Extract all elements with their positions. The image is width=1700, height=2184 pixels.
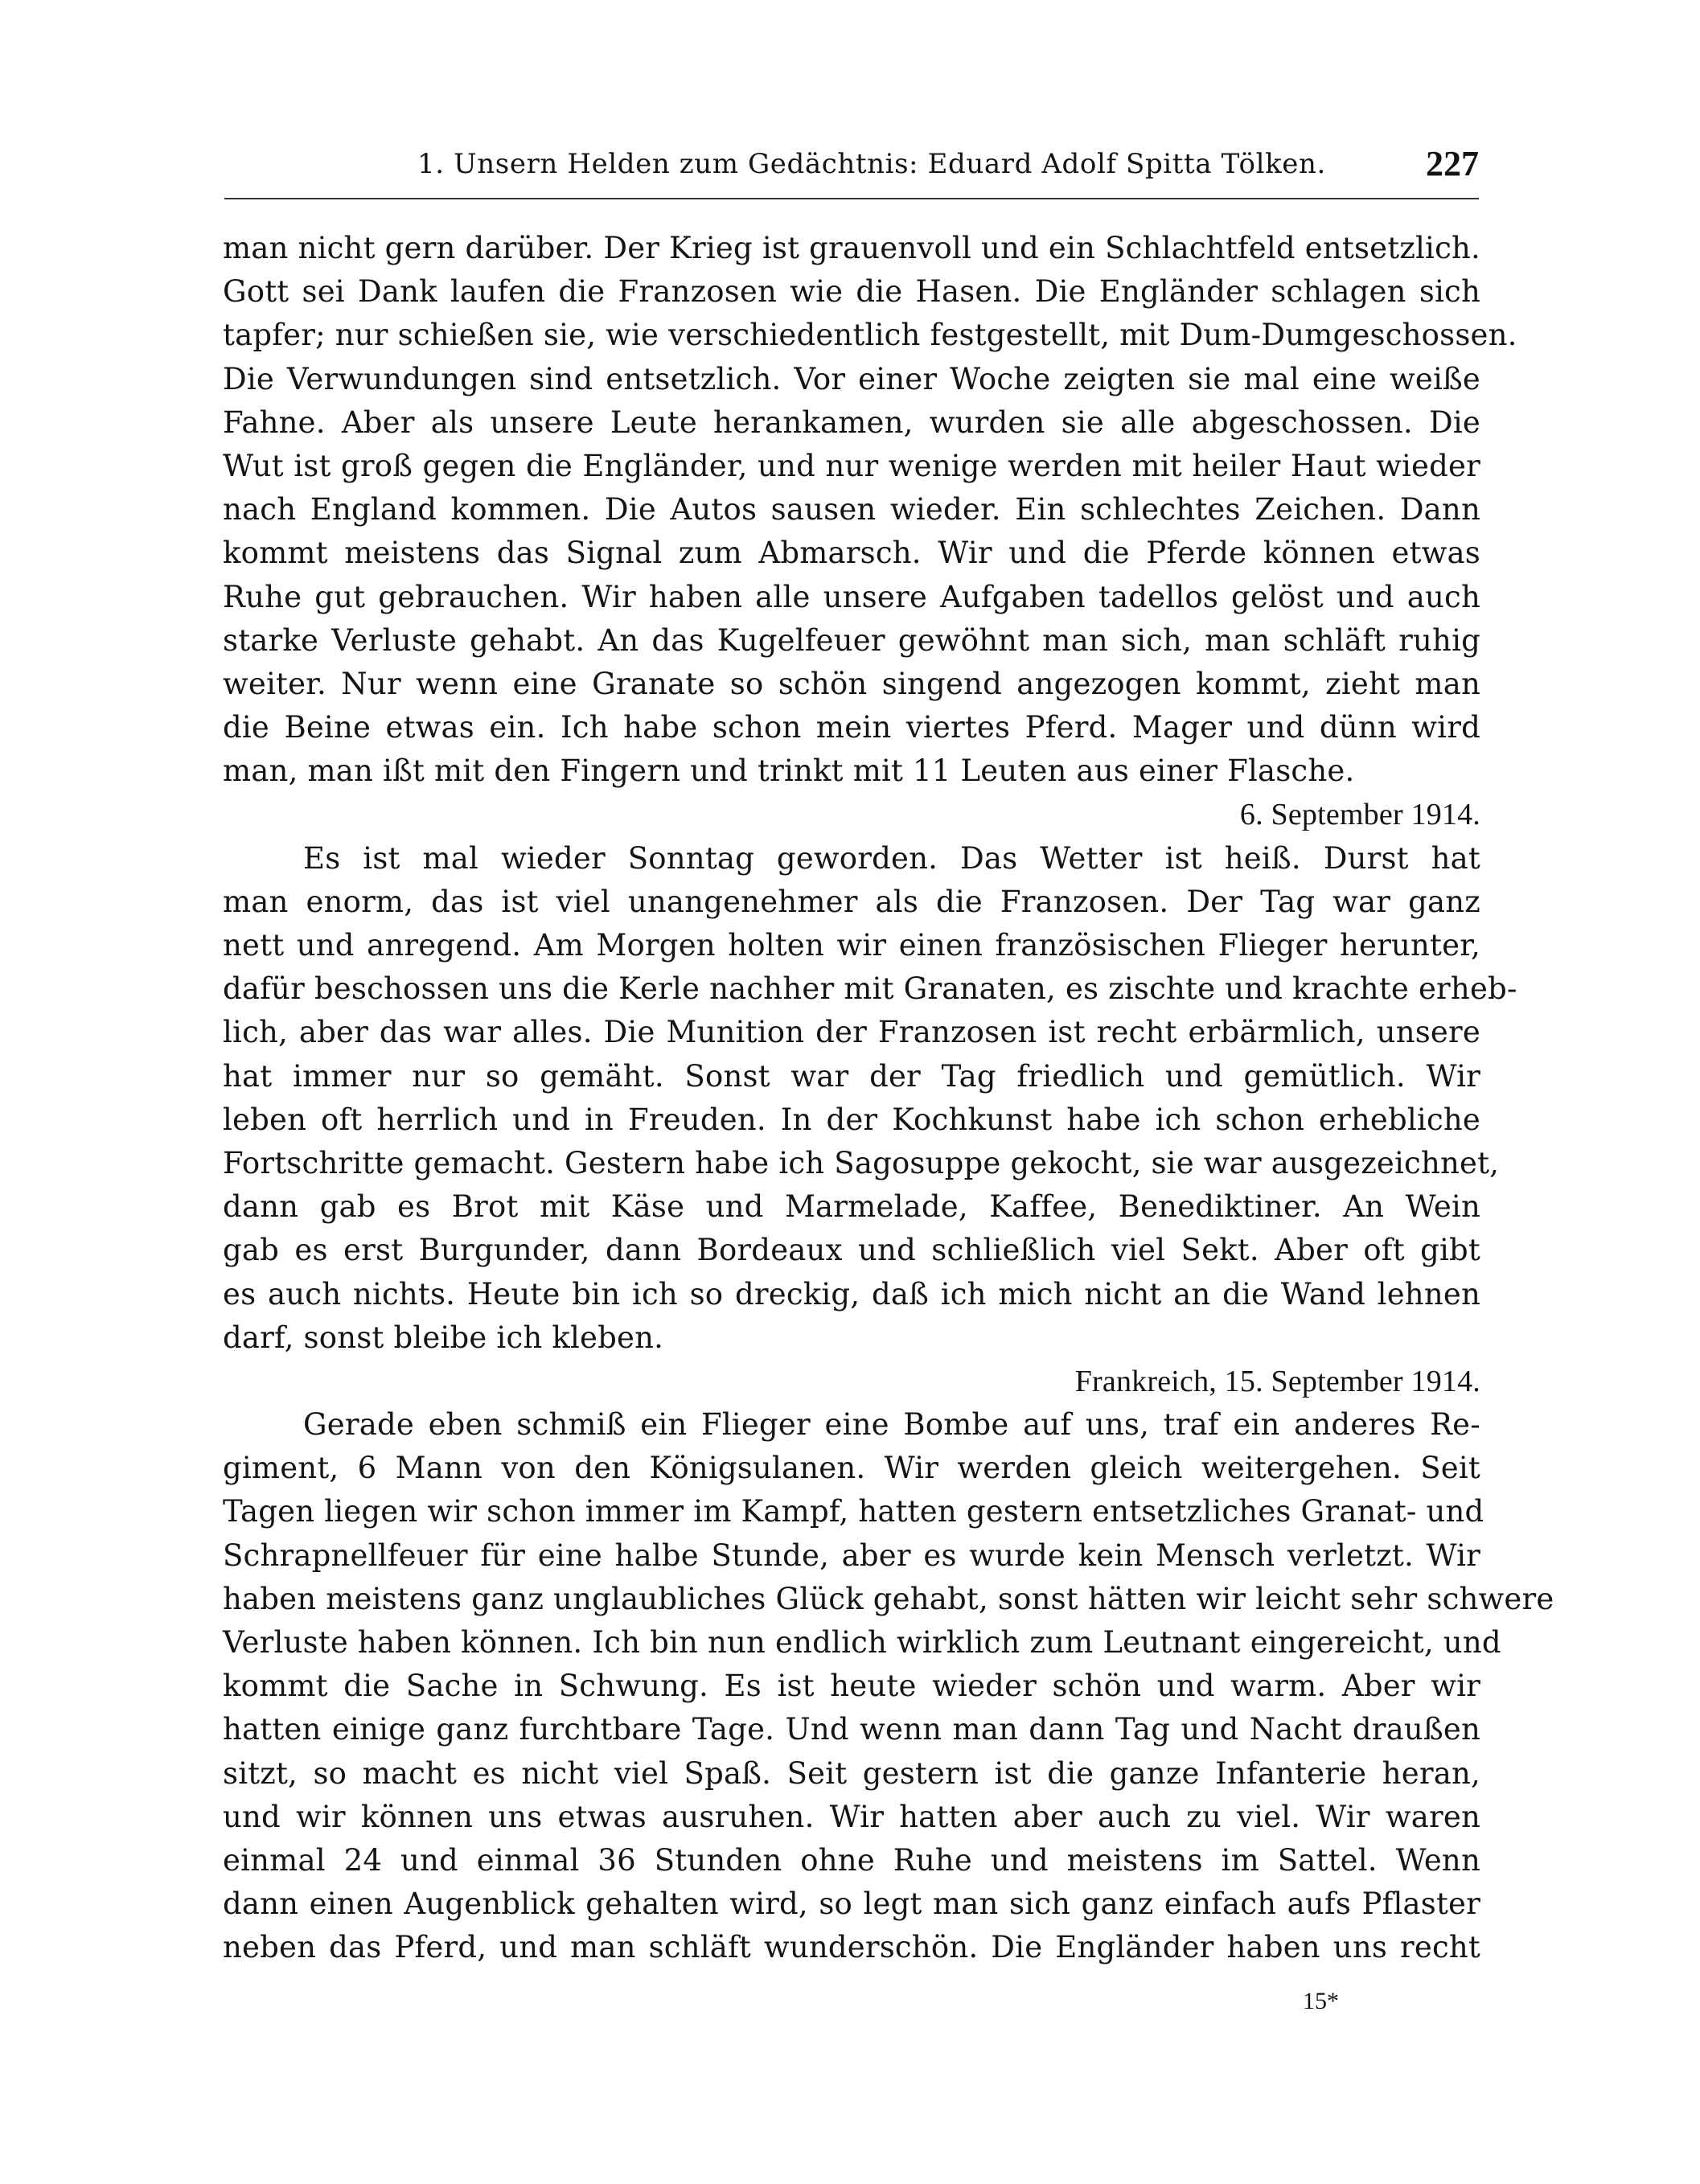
text-line: Wut ist groß gegen die Engländer, und nur wenige werden mit heiler Haut wieder <box>223 448 1480 483</box>
text-line: Die Verwundungen sind entsetzlich. Vor einer Woche zeigten sie mal eine weiße <box>223 361 1480 396</box>
text-line: darf, sonst bleibe ich kleben. <box>223 1320 664 1355</box>
text-line: gab es erst Burgunder, dann Bordeaux und schließlich viel Sekt. Aber oft gibt <box>223 1233 1480 1268</box>
text-line: nett und anregend. Am Morgen holten wir einen französischen Flieger herunter, <box>223 928 1480 963</box>
text-line: neben das Pferd, und man schläft wunderschön. Die Engländer haben uns recht <box>223 1930 1480 1965</box>
text-line: die Beine etwas ein. Ich habe schon mein viertes Pferd. Mager und dünn wird <box>223 710 1480 745</box>
page-number: 227 <box>1426 144 1479 183</box>
text-line: man enorm, das ist viel unangenehmer als die Franzosen. Der Tag war ganz <box>223 884 1480 919</box>
running-title: 1. Unsern Helden zum Gedächtnis: Eduard Adolf Spitta Tölken. <box>417 148 1326 180</box>
text-line: kommt meistens das Signal zum Abmarsch. Wir und die Pferde können etwas <box>223 536 1480 571</box>
text-line: dann einen Augenblick gehalten wird, so legt man sich ganz einfach aufs Pflaster <box>223 1886 1480 1922</box>
text-line: nach England kommen. Die Autos sausen wieder. Ein schlechtes Zeichen. Dann <box>223 492 1480 528</box>
text-line: es auch nichts. Heute bin ich so dreckig, daß ich mich nicht an die Wand lehnen <box>223 1276 1480 1312</box>
text-line: Es ist mal wieder Sonntag geworden. Das Wetter ist heiß. Durst hat <box>303 840 1480 876</box>
text-line: leben oft herrlich und in Freuden. In der Kochkunst habe ich schon erhebliche <box>223 1102 1480 1137</box>
text-line: Verluste haben können. Ich bin nun endlich wirklich zum Leutnant eingereicht, und <box>223 1625 1501 1660</box>
text-line: Fahne. Aber als unsere Leute herankamen, wurden sie alle abgeschossen. Die <box>223 404 1480 440</box>
dateline: 6. September 1914. <box>1239 798 1480 832</box>
text-line: tapfer; nur schießen sie, wie verschiedentlich festgestellt, mit Dum-Dumgeschossen. <box>223 318 1517 353</box>
text-line: dafür beschossen uns die Kerle nachher mit Granaten, es zischte und krachte erheb- <box>223 971 1517 1007</box>
text-line: Gerade eben schmiß ein Flieger eine Bombe auf uns, traf ein anderes Re- <box>303 1407 1480 1443</box>
text-line: man, man ißt mit den Fingern und trinkt mit 11 Leuten aus einer Flasche. <box>223 753 1355 789</box>
text-line: hatten einige ganz furchtbare Tage. Und wenn man dann Tag und Nacht draußen <box>223 1712 1480 1747</box>
text-line: lich, aber das war alles. Die Munition der Franzosen ist recht erbärmlich, unsere <box>223 1015 1480 1050</box>
text-line: haben meistens ganz unglaubliches Glück gehabt, sonst hätten wir leicht sehr schwere <box>223 1581 1554 1616</box>
dateline: Frankreich, 15. September 1914. <box>1074 1364 1480 1398</box>
signature-mark: 15* <box>1303 1988 1339 2014</box>
text-line: Ruhe gut gebrauchen. Wir haben alle unsere Aufgaben tadellos gelöst und auch <box>223 579 1480 614</box>
text-line: hat immer nur so gemäht. Sonst war der Tag friedlich und gemütlich. Wir <box>223 1058 1480 1094</box>
text-line: starke Verluste gehabt. An das Kugelfeuer gewöhnt man sich, man schläft ruhig <box>223 622 1480 658</box>
text-line: giment, 6 Mann von den Königsulanen. Wir werden gleich weitergehen. Seit <box>223 1451 1480 1486</box>
text-line: weiter. Nur wenn eine Granate so schön singend angezogen kommt, zieht man <box>223 666 1480 701</box>
header-rule <box>224 198 1479 199</box>
text-line: sitzt, so macht es nicht viel Spaß. Seit gestern ist die ganze Infanterie heran, <box>223 1755 1480 1791</box>
text-line: kommt die Sache in Schwung. Es ist heute wieder schön und warm. Aber wir <box>223 1669 1480 1704</box>
text-line: Fortschritte gemacht. Gestern habe ich Sagosuppe gekocht, sie war ausgezeichnet, <box>223 1145 1500 1180</box>
text-line: man nicht gern darüber. Der Krieg ist grauenvoll und ein Schlachtfeld entsetzlich. <box>223 231 1480 265</box>
text-line: Gott sei Dank laufen die Franzosen wie die Hasen. Die Engländer schlagen sich <box>223 274 1480 310</box>
text-line: einmal 24 und einmal 36 Stunden ohne Ruhe und meistens im Sattel. Wenn <box>223 1842 1480 1878</box>
text-line: Tagen liegen wir schon immer im Kampf, hatten gestern entsetzliches Granat- und <box>223 1494 1484 1529</box>
text-line: und wir können uns etwas ausruhen. Wir hatten aber auch zu viel. Wir waren <box>223 1799 1480 1834</box>
text-line: Schrapnellfeuer für eine halbe Stunde, aber es wurde kein Mensch verletzt. Wir <box>223 1537 1480 1573</box>
running-header <box>224 143 1479 191</box>
text-line: dann gab es Brot mit Käse und Marmelade, Kaffee, Benediktiner. An Wein <box>223 1189 1480 1225</box>
body-text <box>223 227 1554 1970</box>
